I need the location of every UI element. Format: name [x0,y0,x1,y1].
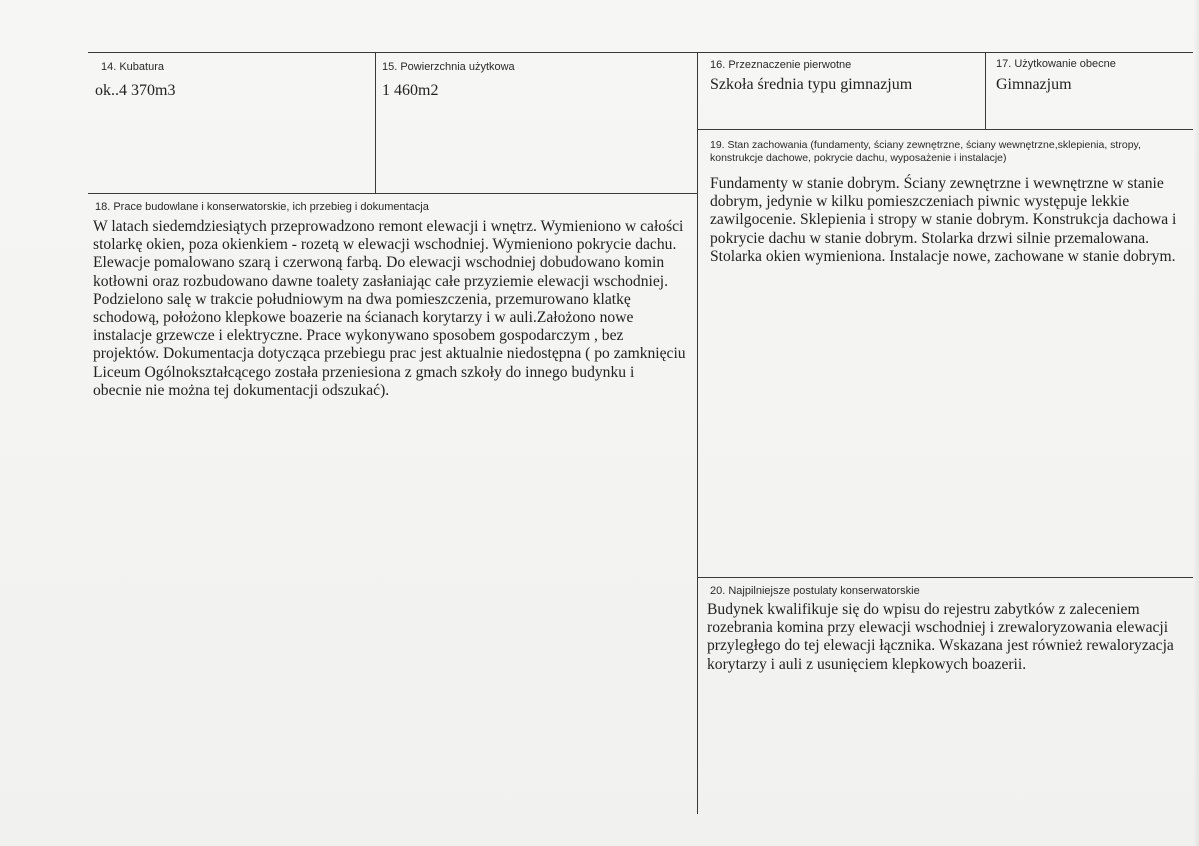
field-16-label: 16. Przeznaczenie pierwotne [710,59,852,71]
field-14-label: 14. Kubatura [101,61,164,73]
field-18-text: W latach siedemdziesiątych przeprowadzono remont elewacji i wnętrz. Wymieniono w całości stolarkę okien, poza okienkiem - rozetą w elewacji wschodniej. Wymieniono pokrycie dachu. Elewacje pomalowano szarą i czerwoną farbą. Do elewacji wschodniej dobudowano komin kotłowni oraz rozbudowano dawne toalety zasłaniając całe przyziemie elewacji wschodniej. Podzielono salę w trakcie południowym na dwa pomieszczenia, przemurowano klatkę schodową, położono klepkowe boazerie na ścianach korytarzy i w auli.Założono nowe instalacje grzewcze i elektryczne. Prace wykonywano sposobem gospodarczym , bez projektów. Dokumentacja dotycząca przebiegu prac jest aktualnie niedostępna ( po zamknięciu Liceum Ogólnokształcącego została przeniesiona z gmach szkoły do innego budynku i obecnie nie można tej dokumentacji odszukać). [93,218,686,399]
field-18-label: 18. Prace budowlane i konserwatorskie, ich przebieg i dokumentacja [95,201,429,213]
field-19-text: Fundamenty w stanie dobrym. Ściany zewnętrzne i wewnętrzne w stanie dobrym, jedynie w kilku pomieszczeniach piwnic występuje lekkie zawilgocenie. Sklepienia i stropy w stanie dobrym. Konstrukcja dachowa i pokrycie dachu w stanie dobrym. Stolarka drzwi silnie przemalowana. Stolarka okien wymieniona. Instalacje nowe, zachowane w stanie dobrym. [710,175,1177,265]
center-divider [697,52,698,814]
field-20-text: Budynek kwalifikuje się do wpisu do rejestru zabytków z zaleceniem rozebrania komina przy elewacji wschodniej i zrewaloryzowania elewacji przyległego do tej elewacji łącznika. Wskazana jest również rewaloryzacja korytarzy i auli z usunięciem klepkowych boazerii. [707,601,1174,673]
row-divider-16-19 [697,129,1193,130]
field-17-label: 17. Użytkowanie obecne [996,58,1116,70]
field-15-value: 1 460m2 [382,82,439,99]
divider-14-15 [375,52,376,193]
row-divider-19-20 [697,577,1193,578]
scan-edge-shadow [1193,0,1199,846]
row-divider-14-18 [88,193,698,194]
field-19-label: 19. Stan zachowania (fundamenty, ściany zewnętrzne, ściany wewnętrzne,sklepienia, stropy, konstrukcje dachowe, pokrycie dachu, wyposażenie i instalacje) [710,139,1141,164]
field-20-label: 20. Najpilniejsze postulaty konserwatorskie [710,585,920,597]
field-14-value: ok..4 370m3 [95,82,176,99]
divider-16-17 [985,52,986,129]
field-17-value: Gimnazjum [996,76,1072,93]
top-border-line [88,52,1193,53]
field-15-label: 15. Powierzchnia użytkowa [382,61,515,73]
field-16-value: Szkoła średnia typu gimnazjum [710,76,913,93]
